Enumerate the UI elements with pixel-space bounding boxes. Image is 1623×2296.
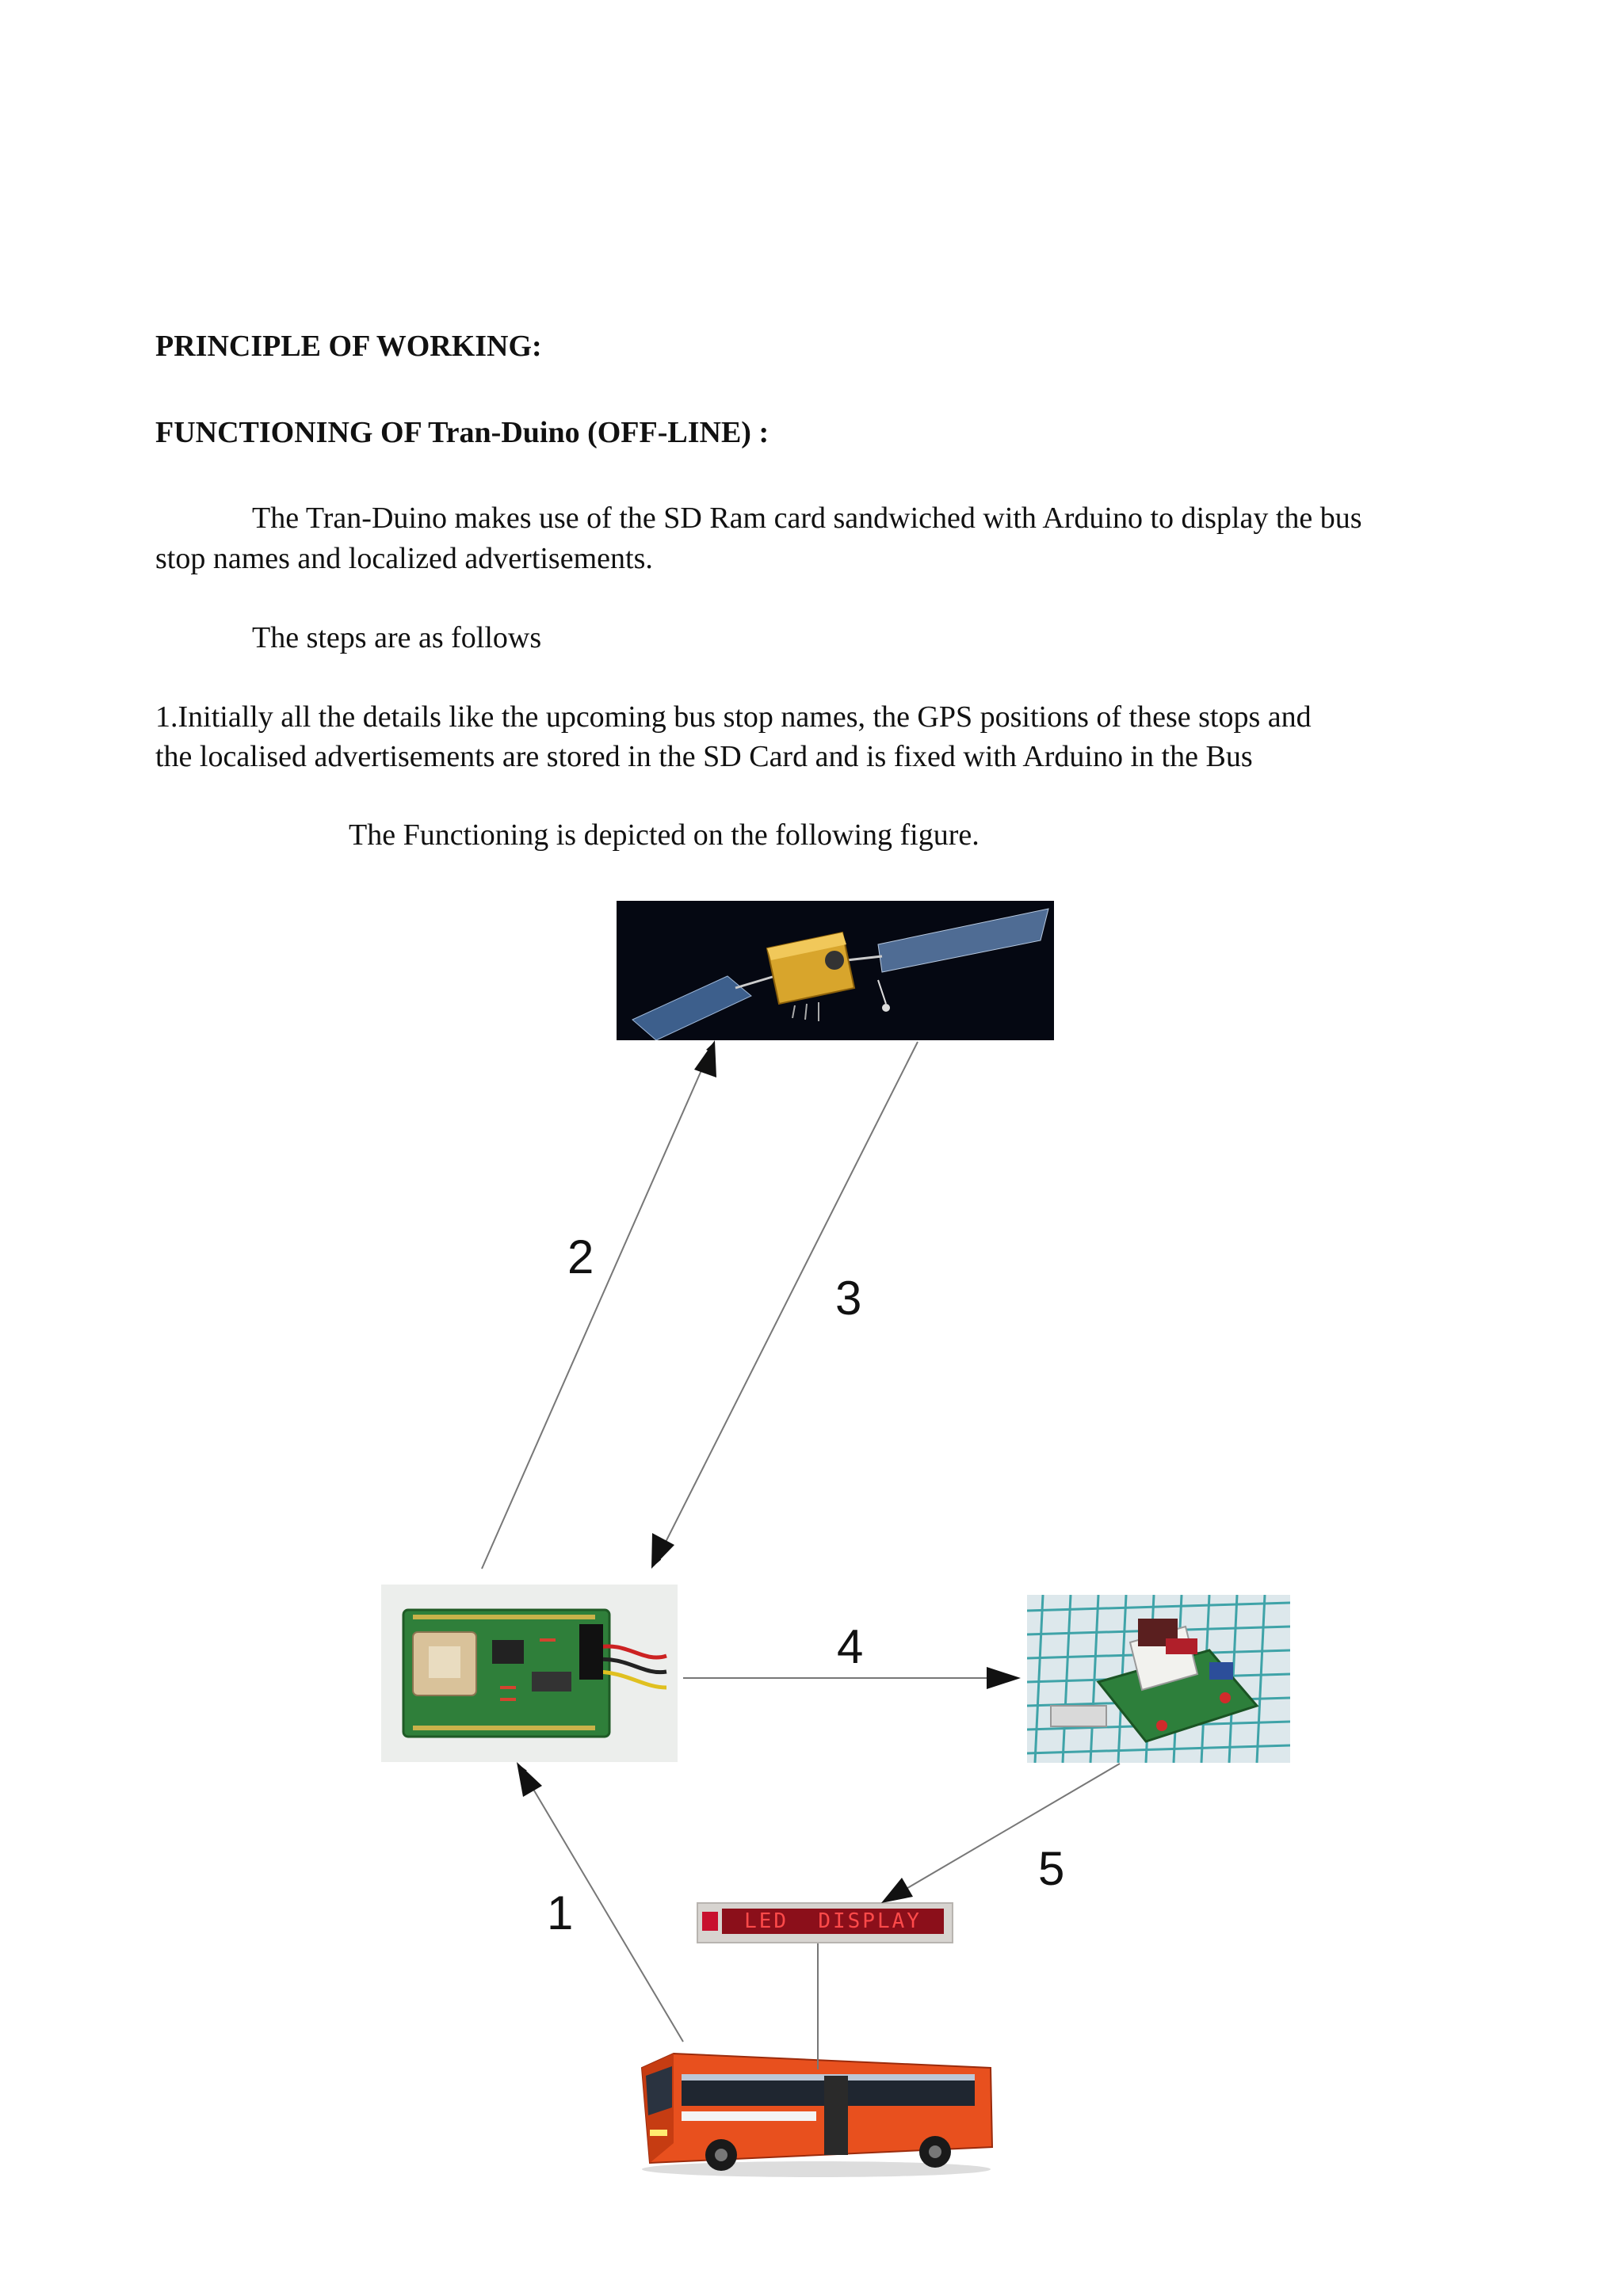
arrowhead-3 bbox=[651, 1533, 674, 1569]
led-display-text: LED DISPLAY bbox=[744, 1909, 922, 1933]
arrow-label-5: 5 bbox=[1038, 1842, 1065, 1895]
step-1-line-2: the localised advertisements are stored in the SD Card and is fixed with Arduino in the Bus bbox=[155, 740, 1253, 773]
arrowhead-4 bbox=[987, 1667, 1021, 1689]
paragraph-line-1: The Tran-Duino makes use of the SD Ram card sandwiched with Arduino to display the bus bbox=[252, 502, 1362, 535]
arrowhead-1 bbox=[517, 1762, 542, 1797]
page-heading: PRINCIPLE OF WORKING: bbox=[155, 330, 542, 363]
arrow-label-2: 2 bbox=[567, 1230, 594, 1283]
arrowhead-2 bbox=[694, 1040, 716, 1077]
arrowhead-5 bbox=[881, 1878, 913, 1903]
arrow-label-1: 1 bbox=[547, 1886, 574, 1939]
arrow-label-4: 4 bbox=[837, 1620, 864, 1673]
steps-intro: The steps are as follows bbox=[252, 621, 542, 654]
step-1-line-1: 1.Initially all the details like the upcoming bus stop names, the GPS positions of these stops and bbox=[155, 700, 1312, 734]
paragraph-line-2: stop names and localized advertisements. bbox=[155, 542, 653, 575]
figure-caption: The Functioning is depicted on the following figure. bbox=[349, 818, 980, 852]
arrow-label-3: 3 bbox=[835, 1272, 862, 1325]
section-subheading: FUNCTIONING OF Tran-Duino (OFF-LINE) : bbox=[155, 416, 769, 449]
